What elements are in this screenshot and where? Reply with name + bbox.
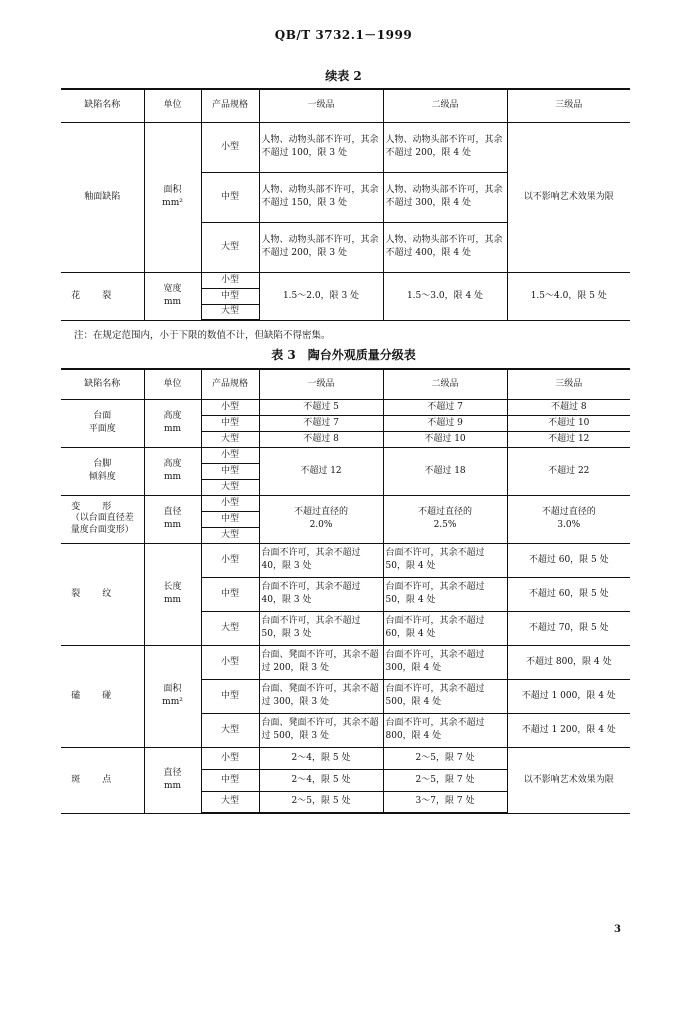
size-cell: 小型 — [201, 495, 259, 511]
unit-value: mm² — [162, 198, 183, 208]
defect-name-line: （以台面直径差 — [70, 513, 134, 524]
size-cell: 中型 — [201, 679, 259, 713]
unit-cell — [144, 447, 201, 495]
size-cell: 中型 — [201, 463, 259, 479]
table-row — [61, 543, 630, 577]
defect-name-line: 量度台面变形） — [70, 524, 134, 535]
size-cell: 中型 — [201, 172, 259, 222]
unit-label: 直径 — [163, 507, 182, 518]
table-row — [61, 447, 630, 463]
table2-caption: 续表 2 — [325, 69, 362, 83]
grade2-cell: 台面不许可，其余不超过 50，限 4 处 — [383, 577, 507, 611]
size-cell: 大型 — [201, 431, 259, 447]
unit-value: mm — [163, 297, 182, 307]
grade1-cell: 台面不许可，其余不超过 40，限 3 处 — [259, 577, 383, 611]
grade2-cell: 台面不许可，其余不超过 800，限 4 处 — [383, 713, 507, 747]
table-row — [61, 122, 630, 172]
grade3-cell: 不超过 1 200，限 4 处 — [507, 713, 630, 747]
size-cell: 小型 — [201, 447, 259, 463]
grade1-cell: 人物、动物头部不许可，其余不超过 150，限 3 处 — [259, 172, 383, 222]
defect-name-line: 台脚 — [93, 459, 112, 470]
unit-value: mm — [163, 472, 182, 482]
grade-value: 2.0% — [309, 520, 333, 530]
table2 — [61, 88, 630, 321]
grade2-cell: 台面不许可，其余不超过 50，限 4 处 — [383, 543, 507, 577]
grade3-cell: 以不影响艺术效果为限 — [507, 747, 630, 813]
grade2-cell: 人物、动物头部不许可，其余不超过 300，限 4 处 — [383, 172, 507, 222]
table-header-row — [61, 369, 630, 399]
defect-name — [61, 645, 144, 747]
size-cell: 小型 — [201, 747, 259, 769]
grade1-cell: 人物、动物头部不许可，其余不超过 200，限 3 处 — [259, 222, 383, 272]
defect-name — [61, 272, 144, 320]
defect-name-line: 变形 — [71, 502, 134, 513]
grade3-cell: 不超过 8 — [507, 399, 630, 415]
grade1-cell: 台面、凳面不许可，其余不超过 200，限 3 处 — [259, 645, 383, 679]
defect-name-text: 磕碰 — [71, 690, 134, 701]
grade2-cell: 3～7，限 7 处 — [383, 791, 507, 813]
grade3-cell: 1.5～4.0，限 5 处 — [507, 272, 630, 320]
grade3-cell: 不超过 70，限 5 处 — [507, 611, 630, 645]
unit-value: mm — [163, 424, 182, 434]
unit-cell — [144, 543, 201, 645]
table-note: 注：在规定范围内，小于下限的数值不计，但缺陷不得密集。 — [74, 330, 331, 341]
table3-caption: 表 3 陶台外观质量分级表 — [271, 348, 416, 362]
table3 — [61, 368, 630, 814]
column-header: 单位 — [144, 369, 201, 399]
table-row — [61, 495, 630, 511]
size-cell: 大型 — [201, 304, 259, 320]
table-row — [61, 645, 630, 679]
size-cell: 小型 — [201, 399, 259, 415]
grade3-cell: 不超过 60，限 5 处 — [507, 577, 630, 611]
unit-value: mm — [163, 520, 182, 530]
column-header: 三级品 — [507, 369, 630, 399]
grade3-cell: 不超过 1 000，限 4 处 — [507, 679, 630, 713]
size-cell: 大型 — [201, 611, 259, 645]
size-cell: 小型 — [201, 543, 259, 577]
grade1-cell — [259, 495, 383, 543]
grade1-cell: 不超过 12 — [259, 447, 383, 495]
defect-name — [61, 447, 144, 495]
defect-name-text: 花裂 — [71, 290, 134, 301]
defect-name — [61, 399, 144, 447]
column-header: 三级品 — [507, 89, 630, 122]
unit-value: mm² — [162, 697, 183, 707]
defect-name-line: 平面度 — [88, 424, 116, 434]
grade1-cell: 2～5，限 5 处 — [259, 791, 383, 813]
table-row — [61, 272, 630, 288]
size-cell: 大型 — [201, 527, 259, 543]
size-cell: 大型 — [201, 791, 259, 813]
column-header: 缺陷名称 — [61, 369, 144, 399]
defect-name-line: 台面 — [93, 411, 112, 422]
grade1-cell: 人物、动物头部不许可，其余不超过 100，限 3 处 — [259, 122, 383, 172]
unit-label: 高度 — [163, 411, 182, 422]
grade1-cell: 不超过 5 — [259, 399, 383, 415]
defect-name — [61, 543, 144, 645]
unit-label: 直径 — [163, 768, 182, 779]
column-header: 一级品 — [259, 369, 383, 399]
grade1-cell: 台面不许可，其余不超过 40，限 3 处 — [259, 543, 383, 577]
document-header: QB/T 3732.1－1999 — [274, 28, 413, 42]
grade3-cell: 不超过 12 — [507, 431, 630, 447]
grade2-cell: 不超过 7 — [383, 399, 507, 415]
defect-name — [61, 747, 144, 813]
grade1-cell: 1.5～2.0，限 3 处 — [259, 272, 383, 320]
size-cell: 大型 — [201, 479, 259, 495]
unit-label: 高度 — [163, 459, 182, 470]
size-cell: 小型 — [201, 272, 259, 288]
size-cell: 小型 — [201, 122, 259, 172]
defect-name — [61, 495, 144, 543]
defect-name-line: 倾斜度 — [88, 472, 116, 482]
size-cell: 大型 — [201, 222, 259, 272]
grade2-cell: 不超过 10 — [383, 431, 507, 447]
grade1-cell: 不超过 8 — [259, 431, 383, 447]
table-header-row — [61, 89, 630, 122]
size-cell: 大型 — [201, 713, 259, 747]
table-row — [61, 747, 630, 769]
unit-cell — [144, 495, 201, 543]
grade3-cell: 不超过 10 — [507, 415, 630, 431]
grade-value: 2.5% — [433, 520, 457, 530]
unit-cell — [144, 272, 201, 320]
grade2-cell: 台面不许可，其余不超过 60，限 4 处 — [383, 611, 507, 645]
unit-label: 宽度 — [163, 284, 182, 295]
unit-label: 长度 — [163, 582, 182, 593]
grade3-cell: 不超过 60，限 5 处 — [507, 543, 630, 577]
grade2-cell: 不超过 18 — [383, 447, 507, 495]
grade2-cell: 1.5～3.0，限 4 处 — [383, 272, 507, 320]
unit-value: mm — [163, 595, 182, 605]
grade2-cell: 人物、动物头部不许可，其余不超过 200，限 4 处 — [383, 122, 507, 172]
grade-value: 3.0% — [557, 520, 581, 530]
column-header: 产品规格 — [201, 89, 259, 122]
unit-cell — [144, 122, 201, 272]
unit-label: 面积 — [163, 684, 182, 695]
size-cell: 小型 — [201, 645, 259, 679]
unit-cell — [144, 747, 201, 813]
grade2-cell: 台面不许可，其余不超过 500，限 4 处 — [383, 679, 507, 713]
grade1-cell: 2～4，限 5 处 — [259, 769, 383, 791]
grade2-cell: 台面不许可，其余不超过 300，限 4 处 — [383, 645, 507, 679]
grade2-cell: 不超过 9 — [383, 415, 507, 431]
column-header: 缺陷名称 — [61, 89, 144, 122]
grade-text: 不超过直径的 — [541, 507, 596, 518]
grade1-cell: 2～4，限 5 处 — [259, 747, 383, 769]
column-header: 二级品 — [383, 369, 507, 399]
column-header: 单位 — [144, 89, 201, 122]
unit-cell — [144, 399, 201, 447]
grade3-cell: 以不影响艺术效果为限 — [507, 122, 630, 272]
size-cell: 中型 — [201, 769, 259, 791]
grade1-cell: 台面不许可，其余不超过 50，限 3 处 — [259, 611, 383, 645]
grade3-cell — [507, 495, 630, 543]
grade-text: 不超过直径的 — [293, 507, 348, 518]
defect-name-text: 裂纹 — [71, 588, 134, 599]
grade3-cell: 不超过 22 — [507, 447, 630, 495]
unit-value: mm — [163, 781, 182, 791]
unit-cell — [144, 645, 201, 747]
grade-text: 不超过直径的 — [417, 507, 472, 518]
size-cell: 中型 — [201, 415, 259, 431]
grade1-cell: 不超过 7 — [259, 415, 383, 431]
grade2-cell: 人物、动物头部不许可，其余不超过 400，限 4 处 — [383, 222, 507, 272]
grade1-cell: 台面、凳面不许可，其余不超过 500，限 3 处 — [259, 713, 383, 747]
grade2-cell: 2～5，限 7 处 — [383, 769, 507, 791]
size-cell: 中型 — [201, 511, 259, 527]
column-header: 二级品 — [383, 89, 507, 122]
table-row — [61, 399, 630, 415]
unit-label: 面积 — [163, 185, 182, 196]
column-header: 产品规格 — [201, 369, 259, 399]
grade2-cell — [383, 495, 507, 543]
column-header: 一级品 — [259, 89, 383, 122]
grade1-cell: 台面、凳面不许可，其余不超过 300，限 3 处 — [259, 679, 383, 713]
grade2-cell: 2～5，限 7 处 — [383, 747, 507, 769]
defect-name-text: 斑点 — [71, 774, 134, 785]
page-number: 3 — [614, 924, 621, 935]
defect-name: 釉面缺陷 — [61, 122, 144, 272]
size-cell: 中型 — [201, 577, 259, 611]
size-cell: 中型 — [201, 288, 259, 304]
grade3-cell: 不超过 800，限 4 处 — [507, 645, 630, 679]
